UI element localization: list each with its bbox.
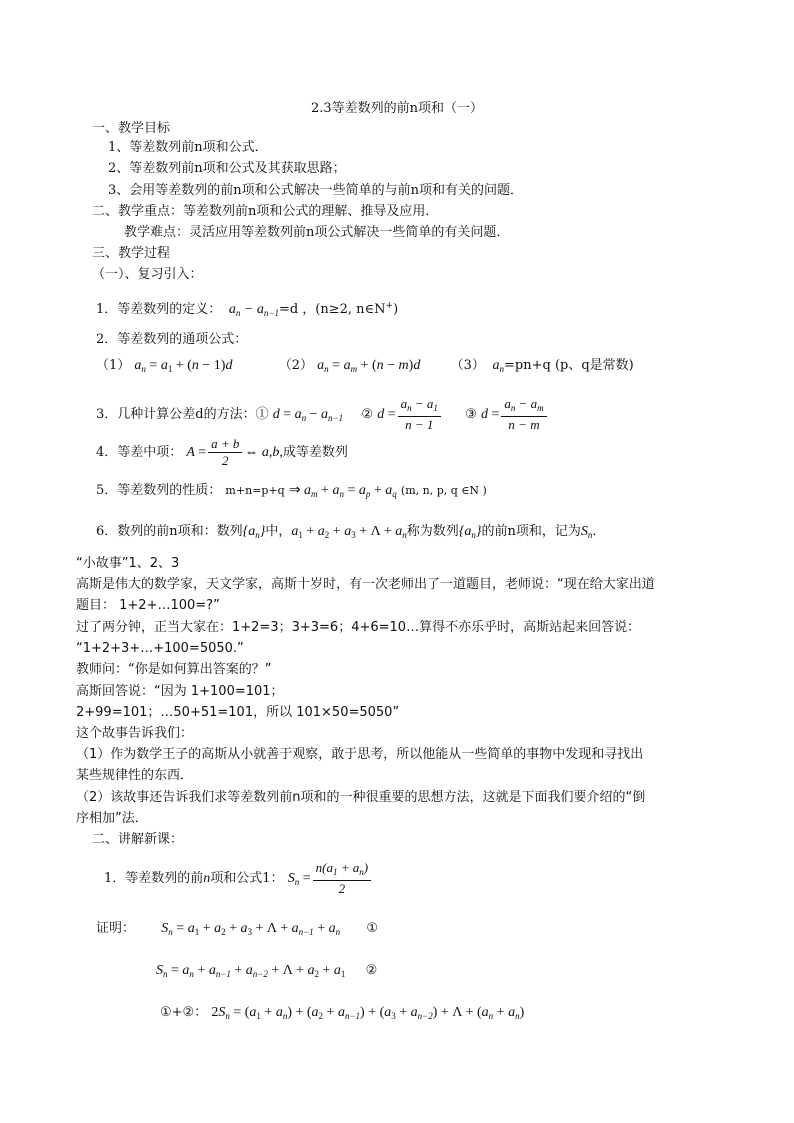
story-line: 这个故事告诉我们： [76, 726, 194, 741]
page-title: 2.3等差数列的前n项和（一） [310, 101, 484, 116]
story-line: “1+2+3+…+100=5050.” [76, 641, 244, 656]
section-process-heading: 三、教学过程 [92, 246, 171, 261]
definition-close: ) [393, 302, 399, 317]
formula-1-label: （1） [96, 358, 131, 373]
difference-formula-2: d = [377, 407, 396, 422]
properties-tail: (m, n, p, q ∈N ) [400, 484, 487, 497]
definition-condition: =d ，(n≥2, n∈N [278, 302, 386, 317]
story-line: （2）该故事还告诉我们求等差数列前n项和的一种很重要的思想方法，这就是下面我们要介绍的“倒 [76, 790, 646, 805]
partial-sum-expression: $a_1 + a_2 + a_3 + \Lambda + a_n$ [291, 524, 407, 540]
story-line: （1）作为数学王子的高斯从小就善于观察，敢于思考，所以他能从一些简单的事物中发现和寻找出 [76, 747, 644, 762]
difference-formula-3: d = [480, 407, 500, 422]
story-line: 过了两分钟，正当大家在：1+2=3；3+3=6；4+6=10…算得不亦乐乎时，高斯站起来回答说： [76, 620, 641, 635]
arithmetic-mean-formula: A = [186, 445, 207, 460]
story-line: 某些规律性的东西． [76, 768, 194, 783]
difference-formula-1: $d = a_n - a_{n-1}$ [272, 407, 344, 423]
general-term-formula-1: $a_n = a_1 + (n - 1)d$ [134, 358, 233, 374]
objective-item: 3、会用等差数列的前n项和公式解决一些简单的与前n项和有关的问题． [108, 183, 524, 198]
sum-formula-1: 1．等差数列的前n项和公式1： $S_n$ = $\frac{n(a_1 + a_n)}{2}$ [104, 860, 373, 900]
formula-2-label: （2） [278, 358, 314, 373]
definition-formula: $a_n - a_{n-1}$ [225, 302, 279, 318]
sum-formula-fraction: $\frac{n(a_1 + a_n)}{2}$ [313, 860, 371, 897]
objective-item: 2、等差数列前n项和公式及其获取思路； [108, 161, 346, 176]
arithmetic-mean-tail: 成等差数列 [282, 445, 348, 460]
review-heading: （一）、复习引入： [92, 267, 203, 282]
story-line: 题目： 1+2+…100=?” [76, 598, 220, 613]
review-common-difference [96, 396, 549, 433]
arithmetic-mean-label: 4．等差中项： [96, 445, 183, 460]
general-term-formulas [96, 357, 634, 378]
teaching-difficulty: 教学难点：灵活应用等差数列前n项公式解决一些简单的有关问题． [124, 225, 510, 240]
formula-3-tail: =pn+q (p、q是常数) [504, 358, 634, 373]
definition-plus: + [385, 301, 394, 311]
teaching-focus: 二、教学重点：等差数列前n项和公式的理解、推导及应用． [92, 204, 439, 219]
review-general-term: 2．等差数列的通项公式： [96, 332, 248, 347]
proof-line-3: ①+②： $2S_n = (a_1 + a_n) + (a_2 + a_{n-1}) + (a_3 + a_{n-2}) + \Lambda + (a_n + a_n)$ [160, 1005, 525, 1021]
story-line: 高斯是伟大的数学家，天文学家，高斯十岁时，有一次老师出了一道题目，老师说：“现在给大家出道 [76, 577, 655, 592]
story-line: 序相加”法． [76, 811, 148, 826]
review-definition-label: 1．等差数列的定义： [96, 302, 222, 317]
common-difference-label: 3．几种计算公差d的方法：① [96, 407, 269, 422]
properties-formula: ⇒ $a_m + a_n = a_p + a_q$ [288, 483, 397, 499]
review-definition [96, 298, 398, 322]
difference-fraction-3: $\frac{a_n - a_m}{n - m}$ [501, 396, 546, 433]
proof-label: 证明： [96, 921, 136, 936]
general-term-formula-2: $a_n = a_m + (n - m)d$ [317, 358, 421, 374]
difference-2-label: ② [361, 407, 374, 422]
proof-line-2: $S_n = a_n + a_{n-1} + a_{n-2} + \Lambda + a_2 + a_1$ ② [156, 963, 378, 979]
general-term-formula-3: $a_n$ [489, 358, 505, 374]
review-properties [96, 482, 487, 503]
review-partial-sum: 6．数列的前n项和：数列$\{a_n\}$中，$a_1 + a_2 + a_3 + \Lambda + a_n$称为数列$\{a_n\}$的前n项和，记为$S_n$． [96, 524, 606, 540]
story-line: 2+99=101；…50+51=101，所以 101×50=5050” [76, 705, 400, 720]
section-objectives-heading: 一、教学目标 [92, 121, 171, 136]
properties-condition: m+n=p+q [225, 484, 285, 497]
properties-label: 5．等差数列的性质： [96, 483, 222, 498]
formula-3-label: （3） [450, 358, 485, 373]
partial-sum-label: 6．数列的前n项和：数列 [96, 524, 243, 539]
arithmetic-mean-fraction: $\frac{a + b}{2}$ [208, 436, 242, 469]
section-new-lesson-heading: 二、讲解新课： [92, 832, 184, 847]
review-arithmetic-mean: 4．等差中项： A = $\frac{a + b}{2}$ ⇔ a,b,成等差数列 [96, 436, 348, 468]
story-line: 教师问：“你是如何算出答案的？” [76, 662, 272, 677]
difference-3-label: ③ [465, 407, 477, 422]
difference-fraction-2: $\frac{a_n - a_1}{n - 1}$ [398, 396, 441, 433]
objective-item: 1、等差数列前n项和公式． [108, 140, 268, 155]
story-line: “小故事”1、2、3 [76, 556, 180, 571]
story-line: 高斯回答说：“因为 1+100=101； [76, 684, 284, 699]
proof-line-1: 证明： $S_n = a_1 + a_2 + a_3 + \Lambda + a_{n-1} + a_n$ ① [96, 921, 379, 937]
